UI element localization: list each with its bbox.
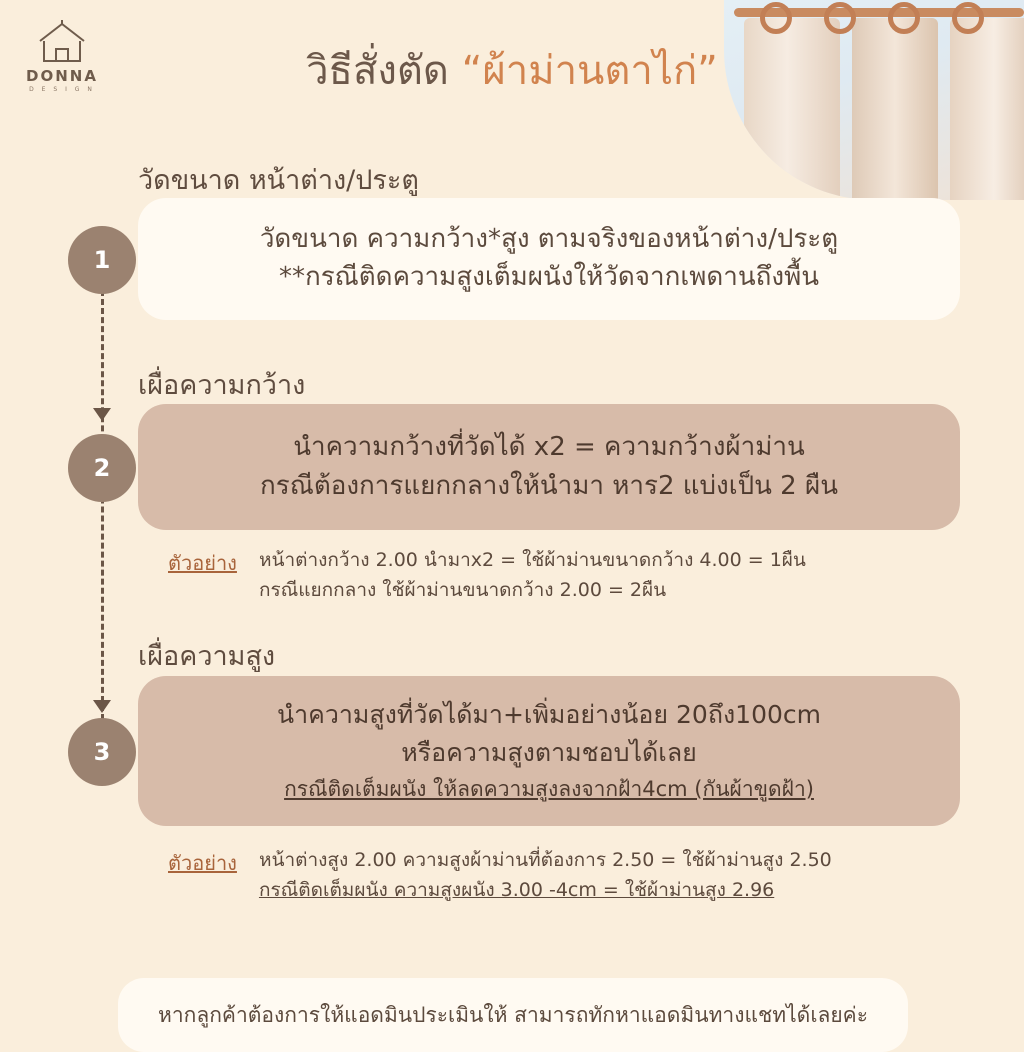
timeline-arrow-1-icon bbox=[93, 408, 111, 421]
step-number-2: 2 bbox=[68, 434, 136, 502]
example-3-line-2: กรณีติดเต็มผนัง ความสูงผนัง 3.00 -4cm = ใช้ผ้าม่านสูง 2.96 bbox=[258, 879, 775, 902]
example-block-3 bbox=[168, 845, 832, 906]
timeline-connector bbox=[101, 290, 104, 720]
step-3-note: กรณีติดเต็มผนัง ให้ลดความสูงลงจากฝ้า4cm (กันผ้าขูดฝ้า) bbox=[284, 777, 814, 802]
step-card-1 bbox=[138, 198, 960, 320]
page-title bbox=[0, 38, 1024, 102]
footer-note: หากลูกค้าต้องการให้แอดมินประเมินให้ สามารถทักหาแอดมินทางแชทได้เลยค่ะ bbox=[118, 978, 908, 1052]
title-prefix: วิธีสั่งตัด bbox=[306, 48, 462, 94]
example-2-line-1: หน้าต่างกว้าง 2.00 นำมาx2 = ใช้ผ้าม่านขนาดกว้าง 4.00 = 1ผืน bbox=[258, 549, 806, 571]
example-label-2: ตัวอย่าง bbox=[168, 551, 237, 575]
step-card-3 bbox=[138, 676, 960, 826]
step-3-line-1: นำความสูงที่วัดได้มา+เพิ่มอย่างน้อย 20ถึง100cm bbox=[277, 700, 821, 730]
title-highlight: “ผ้าม่านตาไก่” bbox=[461, 48, 718, 94]
step-heading-3: เผื่อความสูง bbox=[138, 641, 276, 672]
step-3-line-2: หรือความสูงตามชอบได้เลย bbox=[401, 737, 697, 767]
example-2-line-2: กรณีแยกกลาง ใช้ผ้าม่านขนาดกว้าง 2.00 = 2ผืน bbox=[258, 579, 667, 602]
brand-name: DONNA bbox=[26, 67, 98, 85]
step-heading-2: เผื่อความกว้าง bbox=[138, 370, 306, 401]
example-label-3: ตัวอย่าง bbox=[168, 851, 237, 875]
step-number-1: 1 bbox=[68, 226, 136, 294]
example-3-line-1: หน้าต่างสูง 2.00 ความสูงผ้าม่านที่ต้องการ 2.50 = ใช้ผ้าม่านสูง 2.50 bbox=[258, 849, 832, 871]
brand-sub: D E S I G N bbox=[29, 86, 95, 93]
step-2-line-1: นำความกว้างที่วัดได้ x2 = ความกว้างผ้าม่าน bbox=[293, 432, 805, 462]
step-2-line-2: กรณีต้องการแยกกลางให้นำมา หาร2 แบ่งเป็น 2 ผืน bbox=[260, 471, 838, 501]
step-card-2 bbox=[138, 404, 960, 530]
step-1-line-2: **กรณีติดความสูงเต็มผนังให้วัดจากเพดานถึงพื้น bbox=[278, 262, 820, 292]
timeline-arrow-2-icon bbox=[93, 700, 111, 713]
step-1-line-1: วัดขนาด ความกว้าง*สูง ตามจริงของหน้าต่าง/ประตู bbox=[259, 224, 839, 255]
step-number-3: 3 bbox=[68, 718, 136, 786]
example-block-2 bbox=[168, 545, 806, 606]
step-heading-1: วัดขนาด หน้าต่าง/ประตู bbox=[138, 165, 419, 196]
